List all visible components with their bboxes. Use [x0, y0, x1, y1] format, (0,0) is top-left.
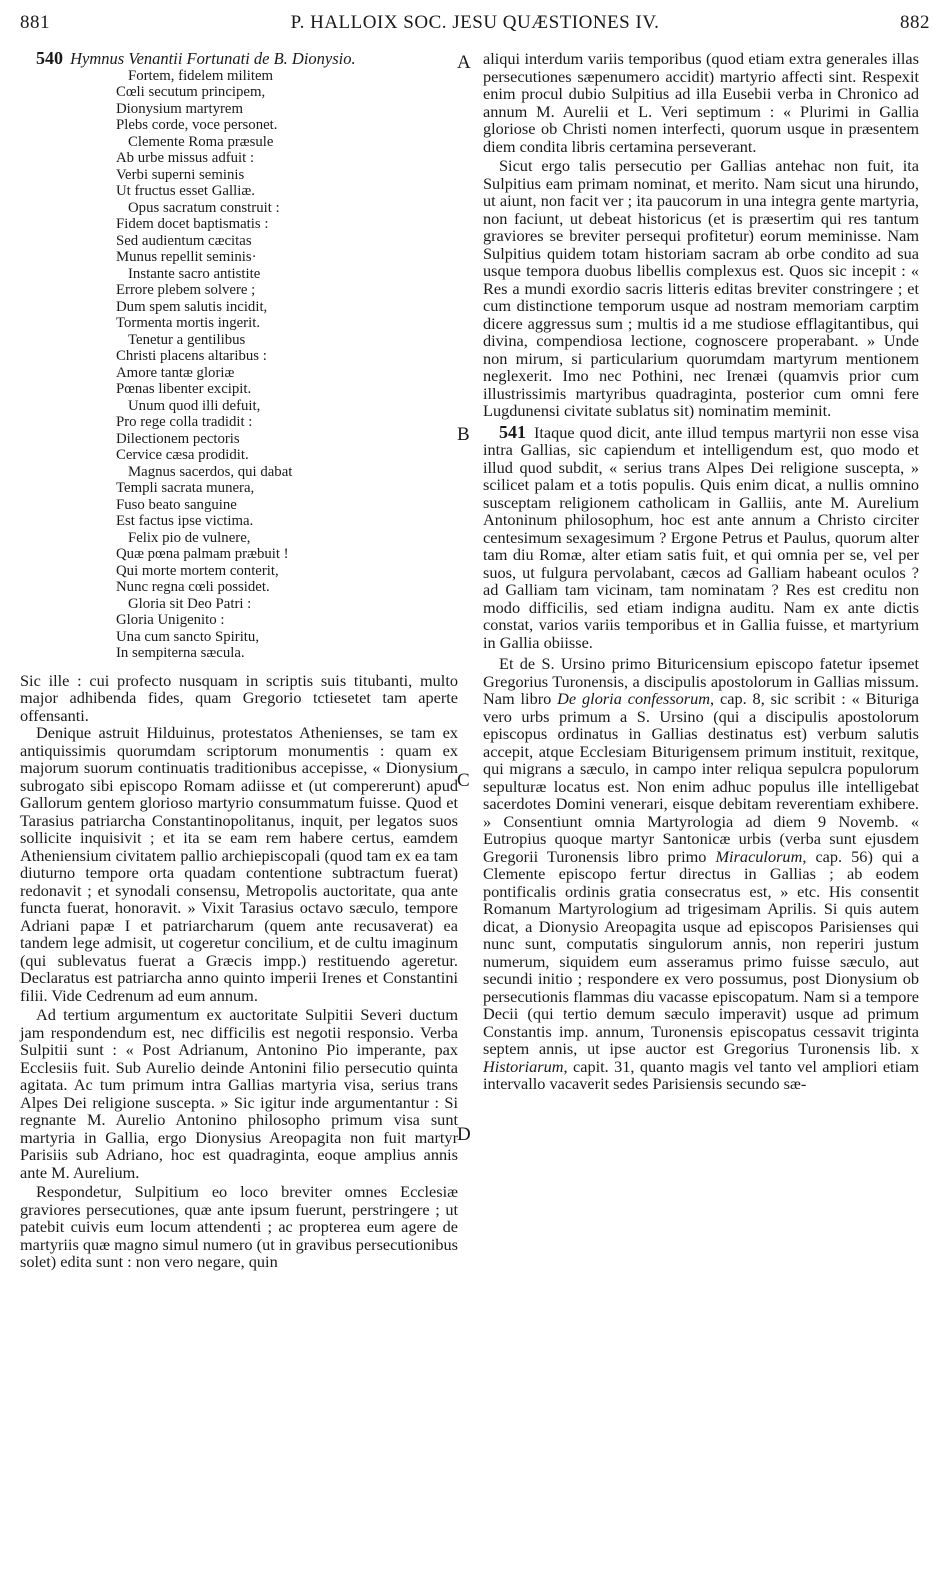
hymn-line: Nunc regna cœli possidet.	[116, 579, 270, 595]
hymn-line: Gloria sit Deo Patri :	[128, 595, 252, 612]
paragraph: Sic ille : cui profecto nusquam in scriptis suis titubanti, multo major adhibenda fides, quam Gregorio tctiesetet tam aperte offensanti.	[20, 670, 458, 725]
hymn-line: Ab urbe missus adfuit :	[116, 150, 255, 166]
paragraph-text: Itaque quod dicit, ante illud tempus martyrii non esse visa intra Gallias, sic capiendum et intelligendum est, quo modo et illud quod subdit, « serius trans Alpes Dei religione suscepta, » scilicet palam et a totis populis. Quis enim dicat, a nullis omnino susceptam religionem catholicam in Galliis, ante M. Aurelium Antoninum philosophum, hoc est ante annum a Christo circiter centesimum sexagesimum ? Ergone Petrus et Paulus, quorum alter tam diu Romæ, alter etiam satis fuit, et qui omnia per se, vel per suos, ut fulgura pervolabant, cæcos ad Galliam habeant oculos ? ad Galliam tam vicinam, tam nominatam ? Res est creditu non modo difficilis, sed etiam indigna auditu. Nam ex ante dictis constat, varios variis temporibus et in Gallia fuisse, et martyrium in Gallia obiisse.	[483, 422, 919, 652]
hymn-line: Una cum sancto Spiritu,	[116, 628, 260, 645]
text: Et de S. Ursino primo Bituricensium episcopo fatetur ipsemet Gregorius Turonensis, a discipulis apostolorum in Gallias missum. Nam libro	[483, 654, 919, 708]
page-number-left: 881	[20, 12, 50, 33]
hymn-line: Plebs corde, voce personet.	[116, 117, 278, 133]
hymn-line: Pro rege colla tradidit :	[116, 414, 253, 430]
hymn-line: Dionysium martyrem	[116, 100, 243, 117]
book-title: Historiarum	[483, 1056, 564, 1076]
hymn-line: Est factus ipse victima.	[116, 513, 254, 529]
page-header	[20, 12, 930, 40]
hymn-line: Opus sacratum construit :	[128, 199, 280, 216]
hymn-line: Errore plebem solvere ;	[116, 282, 256, 298]
hymn-line: Christi placens altaribus :	[116, 348, 267, 364]
margin-letter-c: C	[457, 770, 470, 791]
section-number: 540	[36, 48, 63, 68]
hymn-line: Amore tantæ gloriæ	[116, 364, 235, 381]
hymn-line: Instante sacro antistite	[128, 265, 261, 282]
text: , capit. 31, quanto magis vel tanto vel ampliori etiam intervallo vacaverit sedes Parisiensis secundo sæ-	[483, 1056, 919, 1093]
section-heading-540	[20, 50, 458, 68]
hymn-line: Sed audientum cæcitas	[116, 232, 252, 249]
hymn-line: Pœnas libenter excipit.	[116, 381, 252, 397]
hymn-line: Templi sacrata munera,	[116, 480, 255, 496]
margin-letter-a: A	[457, 52, 471, 73]
hymn-line: Fuso beato sanguine	[116, 496, 237, 513]
book-title: Miraculorum	[715, 846, 803, 866]
paragraph	[483, 655, 919, 1093]
hymn-line: Felix pio de vulnere,	[128, 529, 251, 546]
paragraph: Denique astruit Hilduinus, protestatos Athenienses, se tam ex antiquissimis quorumdam scriptorum monumentis : quam ex majorum suorum continuatis traditionibus accepisse, « Dionysium subrogato sibi episcopo Romam adiisse et (ut compererunt) apud Gallorum gentem glorioso martyrio consummatum fuisse. Quod et Tarasius patriarcha Constantinopolitanus, inquit, per legatos suos sollicite inquisivit ; et ita se eam rem habere certus, eamdem Atheniensium civitatem pallio archiepiscopali (quod tam ex ea tam diuturno tempore orta quadam contentione subtractum fuerat) redonavit ; et synodali consensu, Metropolis auctoritate, qua ante functa fuerat, honoravit. » Vixit Tarasius octavo sæculo, tempore Adriani papæ I et patriarcharum (quem ante recusaverat) ea tandem lege admisit, ut cogeretur concilium, et de cultu imaginum (qui sublevatus fuerat a Græcis impp.) restituendo ageretur. Declaratus est patriarcha anno quinto imperii Irenes et Constantini filii. Vide Cedrenum ad eum annum.	[20, 723, 458, 1005]
book-title: De gloria confessorum	[557, 689, 711, 708]
hymn-line: Cœli secutum principem,	[116, 84, 266, 100]
paragraph: aliqui interdum variis temporibus (quod etiam extra generales illas persecutiones sæpenumero accidit) martyrio affecti sint. Respexit enim procul dubio Sulpitius ad illa Eusebii verba in Chronico ad annum M. Aurelii et L. Veri septimum : « Plurimi in Gallia gloriose ob Christi nomen interfecti, quorum usque in præsentem diem condita libris certamina perseverant.	[483, 49, 919, 156]
hymn-line: Cervice cæsa prodidit.	[116, 447, 249, 463]
text: , cap. 56) qui a Clemente episcopo fertur directus in Gallias ; ab eodem pontificalis ordinis gratia consecratus est, » etc. His consentit Romanum Martyrologium ad trigesimam Aprilis. Si quis autem dicat, a Dionysio Areopagita usque ad episcopos Parisienses qui nunc sunt, computatis singulorum annis, non reperiri justum numerum, siquidem eum asseramus primo fuisse sæculo, aut secundi initio ; respondere ex vero possumus, post Dionysium ob persecutionis flammas diu vacasse episcopatum. Nam si a tempore Decii (qui tertio demum sæculo imperavit) usque ad primum Constantis imp. annum, Turonensis episcopatus cessavit triginta septem annis, ut ipse auctor est Gregorius Turonensis lib. x	[483, 846, 920, 1058]
running-title: P. HALLOIX SOC. JESU QUÆSTIONES IV.	[290, 12, 660, 33]
hymn-line: Quæ pœna palmam præbuit !	[116, 546, 289, 562]
paragraph: Ad tertium argumentum ex auctoritate Sulpitii Severi ductum jam respondendum est, nec difficilis est negotii responsio. Verba Sulpitii sunt : « Post Adrianum, Antonino Pio imperante, pax Ecclesiis fuit. Sub Aurelio deinde Antonini filio persecutio quinta agitata. Ac tum primum intra Gallias martyria visa, serius trans Alpes Dei religione suscepta. » Sic igitur inde argumentantur : Si regnante M. Aurelio Antonino philosopho primum visa sunt martyria in Gallia, ergo Dionysius Areopagita non fuit martyr Parisiis sub Adriano, hoc est quadraginta, eoque amplius annis ante M. Aurelium.	[20, 1005, 458, 1182]
text: , cap. 8, sic scribit : « Bituriga vero urbs primum a S. Ursino (qui a discipulis apostolorum episcopus ordinatus in Gallias destinatus est) verbum salutis accepit, atque Ecclesiam Biturigensem primum instituit, rexitque, qui migrans a sæculo, in campo inter reliqua sepulcra populorum sepulturæ locatus est. Non enim adhuc populus ille intelligebat sacerdotes Domini venerari, eisque debitam reverentiam exhibere. » Consentiunt omnia Martyrologia ad diem 9 Novemb. « Eutropius quoque martyr Santonicæ urbis (verba sunt ejusdem Gregorii Turonensis libro primo	[483, 689, 919, 866]
hymn-line: Clemente Roma præsule	[128, 133, 274, 150]
hymn-line: Dum spem salutis incidit,	[116, 298, 268, 315]
hymn-line: Gloria Unigenito :	[116, 612, 225, 628]
left-column	[20, 50, 458, 1271]
hymn-line: Munus repellit seminis·	[116, 249, 257, 265]
margin-letter-d: D	[457, 1124, 471, 1145]
section-title: Hymnus Venantii Fortunati de B. Dionysio.	[70, 49, 356, 68]
section-number: 541	[499, 421, 526, 442]
hymn-line: In sempiterna sæcula.	[116, 645, 245, 661]
paragraph: Sicut ergo talis persecutio per Gallias antehac non fuit, ita Sulpitius eam primam nominat, et merito. Nam sicut una hirundo, ut aiunt, non facit ver ; ita paucorum in una integra gente martyria, non faciunt, ut debeat historicus (et is præsertim qui res tantum graviores se breviter persequi profitetur) eorum meminisse. Nam Sulpitius quidem totam historiam sacram ab orbe condito ad sua usque tempora duobus libellis complexus est. Quos sic incepit : « Res a mundi exordio sacris litteris editas breviter constringere ; et cum distinctione temporum usque ad nostram memoriam carptim dicere aggressus sum ; multis id a me studiose efflagitantibus, qui divina, compendiosa lectione, cognoscere properabant. » Unde non mirum, si particularium quorumdam martyrum mentionem neglexerit. Imo nec Pothini, nec Irenæi (quamvis prior cum illustrissimis martyribus quadraginta, posterior cum omni fere Lugdunensi civitate sublatus sit) nominatim meminit.	[483, 156, 919, 420]
paragraph: Respondetur, Sulpitium eo loco breviter omnes Ecclesiæ graviores persecutiones, quæ ante ipsum fuerunt, perstringere ; ut patebit cuivis eum locum attendenti ; ac propterea eum agere de martyriis quæ magno simul numero (ut in gravibus persecutionibus solet) edita sunt : non vero negare, quin	[20, 1182, 458, 1271]
hymn-line: Tenetur a gentilibus	[128, 331, 246, 348]
page-number-right: 882	[900, 12, 930, 33]
hymn-verses	[116, 68, 458, 662]
hymn-line: Dilectionem pectoris	[116, 430, 240, 447]
hymn-line: Fidem docet baptismatis :	[116, 216, 269, 232]
hymn-line: Qui morte mortem conterit,	[116, 562, 279, 579]
section-541-paragraph	[483, 421, 919, 652]
hymn-line: Unum quod illi defuit,	[128, 397, 261, 414]
hymn-line: Tormenta mortis ingerit.	[116, 315, 261, 331]
hymn-line: Fortem, fidelem militem	[128, 67, 274, 84]
margin-letter-b: B	[457, 424, 470, 445]
hymn-line: Magnus sacerdos, qui dabat	[128, 463, 293, 480]
hymn-line: Verbi superni seminis	[116, 166, 245, 183]
hymn-line: Ut fructus esset Galliæ.	[116, 183, 255, 199]
right-column	[483, 50, 919, 1093]
